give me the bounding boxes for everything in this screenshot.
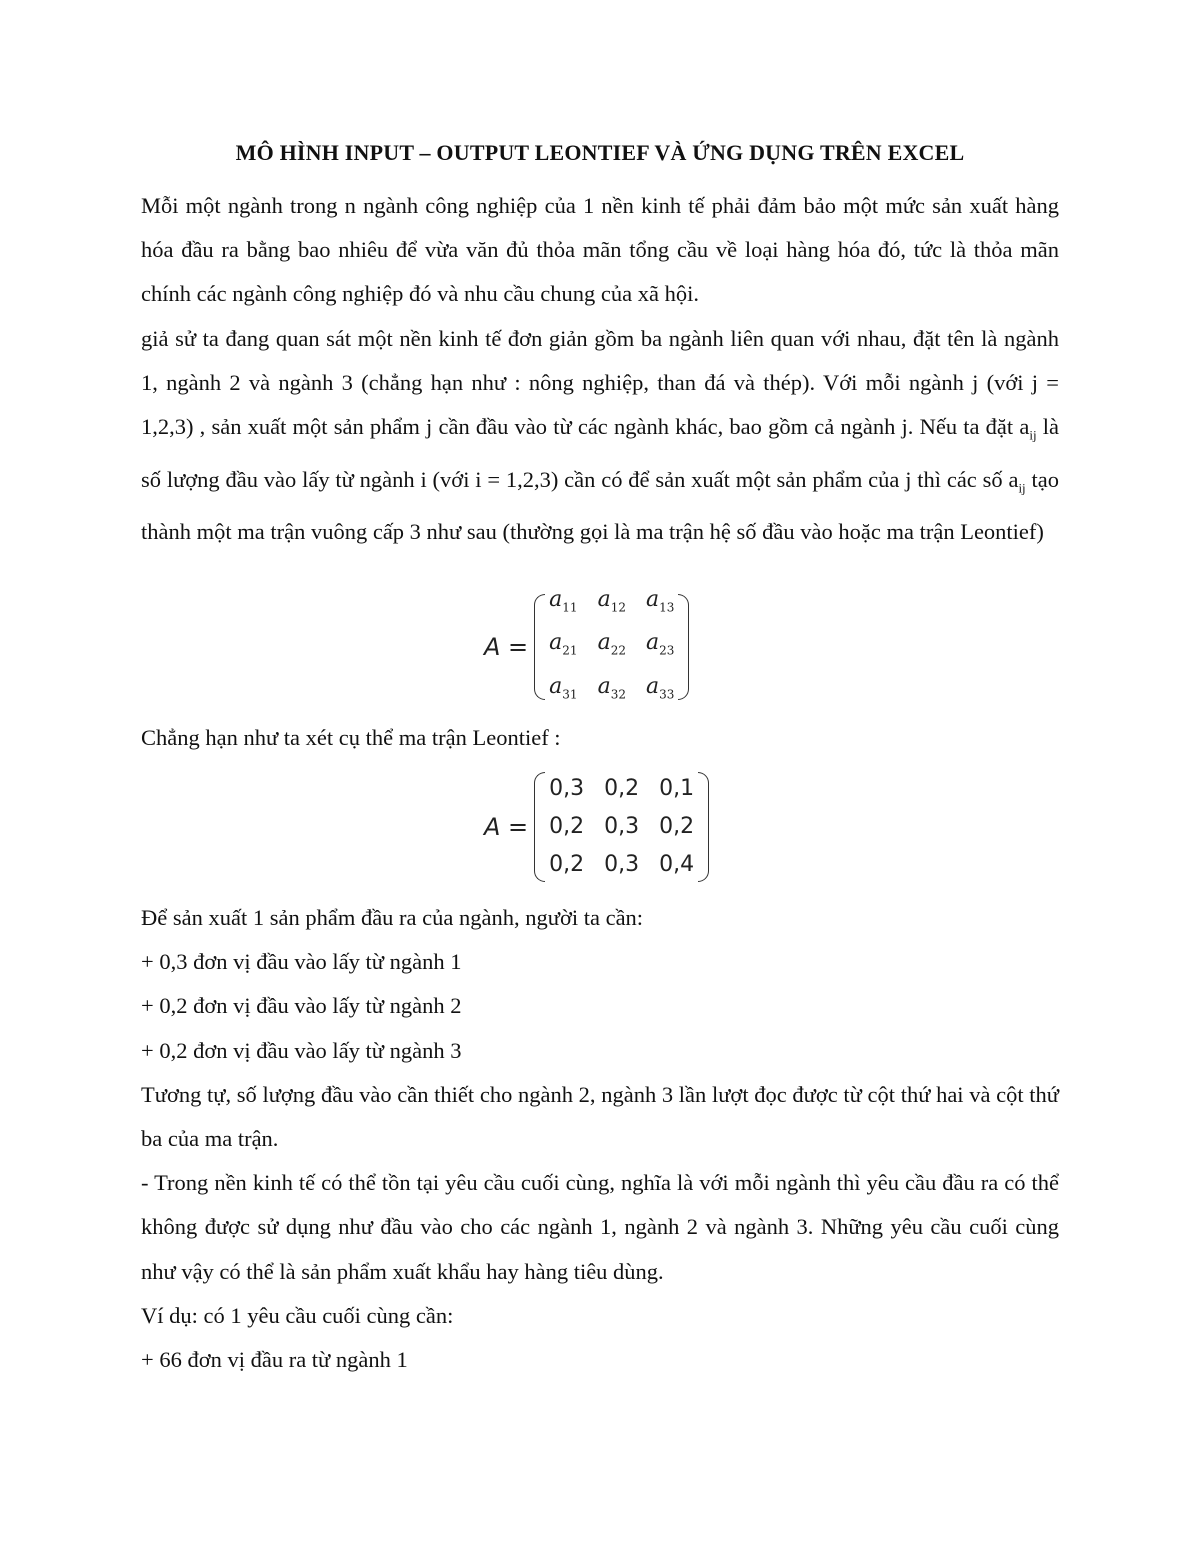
right-parenthesis — [698, 772, 709, 882]
matrix-cell: 0,3 — [604, 814, 640, 839]
subscript-ij: ij — [1018, 480, 1026, 496]
matrix-cell: 0,1 — [659, 776, 695, 801]
right-parenthesis — [678, 594, 689, 700]
paragraph-2-part-c: tạo thành một ma trận vuông cấp 3 như sau (thường gọi là ma trận hệ số đầu vào hoặc ma trận Leontief) — [141, 466, 1059, 545]
bullet-item: + 0,2 đơn vị đầu vào lấy từ ngành 3 — [141, 1037, 462, 1063]
subscript-ij: ij — [1029, 427, 1037, 443]
paragraph-6: - Trong nền kinh tế có thể tồn tại yêu cầu cuối cùng, nghĩa là với mỗi ngành thì yêu cầu đầu ra có thể không được sử dụng như đầu vào cho các ngành 1, ngành 2 và ngành 3. Những yêu cầu cuối cùng như vậy có thể là sản phẩm xuất khẩu hay hàng tiêu dùng. — [141, 1170, 1059, 1284]
matrix-cell: $a_{13}$ — [645, 586, 675, 615]
matrix-cell: $a_{32}$ — [597, 673, 626, 702]
matrix-cell: $a_{11}$ — [549, 586, 578, 615]
matrix-label: A = — [484, 633, 529, 661]
left-parenthesis — [534, 772, 545, 882]
matrix-cell: 0,2 — [549, 852, 585, 877]
paragraph-2-part-b: là số lượng đầu vào lấy từ ngành i (với i = 1,2,3) cần có để sản xuất một sản phẩm của j thì các số a — [141, 414, 1059, 492]
matrix-cell: $a_{12}$ — [597, 586, 626, 615]
matrix-cell: 0,2 — [549, 814, 585, 839]
matrix-grid — [545, 586, 678, 708]
explanation-section — [141, 896, 1059, 1382]
matrix-cell: 0,3 — [604, 852, 640, 877]
bullet-item: + 0,2 đơn vị đầu vào lấy từ ngành 2 — [141, 993, 462, 1019]
paragraph-7: Ví dụ: có 1 yêu cầu cuối cùng cần: — [141, 1302, 454, 1328]
numeric-matrix — [484, 772, 709, 882]
bullet-item: + 66 đơn vị đầu ra từ ngành 1 — [141, 1347, 408, 1373]
bullet-item: + 0,3 đơn vị đầu vào lấy từ ngành 1 — [141, 949, 462, 975]
example-intro — [141, 716, 1059, 760]
matrix-cell: $a_{33}$ — [645, 673, 675, 702]
symbolic-matrix — [484, 586, 689, 702]
matrix-cell: $a_{31}$ — [549, 673, 578, 702]
intro-section — [141, 184, 1059, 555]
paragraph-5: Tương tự, số lượng đầu vào cần thiết cho ngành 2, ngành 3 lần lượt đọc được từ cột thứ hai và cột thứ ba của ma trận. — [141, 1081, 1059, 1152]
paragraph-3: Chẳng hạn như ta xét cụ thể ma trận Leontief : — [141, 725, 561, 750]
matrix-cell: $a_{21}$ — [549, 630, 578, 658]
matrix-label: A = — [484, 813, 529, 841]
matrix-cell: $a_{23}$ — [645, 630, 675, 658]
matrix-grid — [545, 775, 698, 879]
matrix-cell: 0,3 — [549, 776, 585, 801]
matrix-cell: 0,2 — [604, 776, 640, 801]
matrix-cell: 0,2 — [659, 814, 695, 839]
left-parenthesis — [534, 594, 545, 700]
paragraph-2 — [141, 317, 1059, 555]
paragraph-1: Mỗi một ngành trong n ngành công nghiệp của 1 nền kinh tế phải đảm bảo một mức sản xuất hàng hóa đầu ra bằng bao nhiêu để vừa văn đủ thỏa mãn tổng cầu về loại hàng hóa đó, tức là thỏa mãn chính các ngành công nghiệp đó và nhu cầu chung của xã hội. — [141, 193, 1059, 307]
document-title: MÔ HÌNH INPUT – OUTPUT LEONTIEF VÀ ỨNG DỤNG TRÊN EXCEL — [235, 140, 965, 165]
paragraph-2-part-a: giả sử ta đang quan sát một nền kinh tế đơn giản gồm ba ngành liên quan với nhau, đặt tên là ngành 1, ngành 2 và ngành 3 (chẳng hạn như : nông nghiệp, than đá và thép). Với mỗi ngành j (với j = 1,2,3) , sản xuất một sản phẩm j cần đầu vào từ các ngành khác, bao gồm cả ngành j. Nếu ta đặt a — [141, 325, 1059, 440]
matrix-cell: 0,4 — [659, 852, 695, 877]
matrix-cell: $a_{22}$ — [597, 630, 626, 658]
paragraph-4: Để sản xuất 1 sản phẩm đầu ra của ngành, người ta cần: — [141, 905, 644, 930]
